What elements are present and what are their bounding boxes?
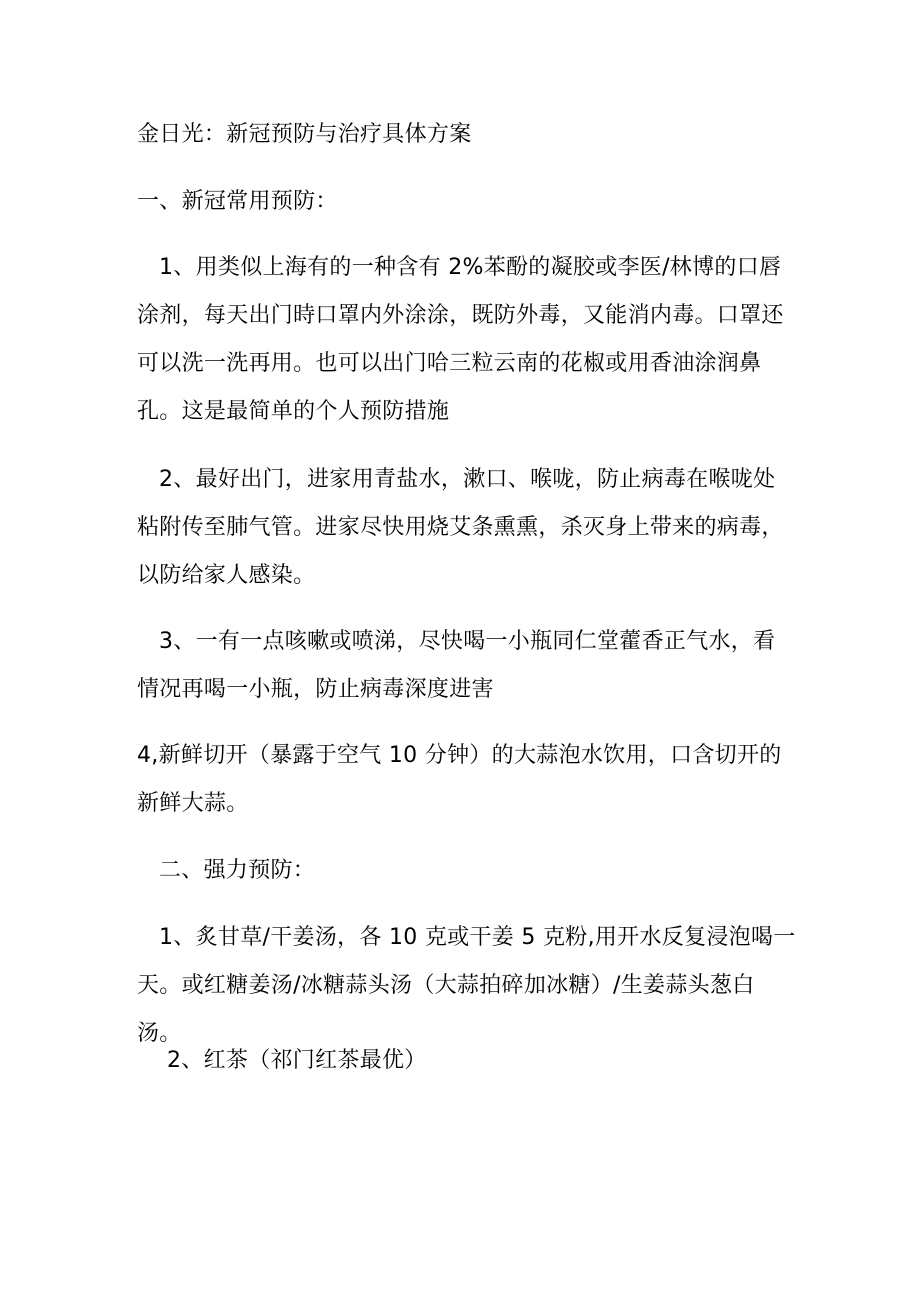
paragraph-item-4: 4,新鲜切开（暴露于空气 10 分钟）的大蒜泡水饮用，口含切开的新鲜大蒜。 (137, 743, 782, 816)
paragraph-item-1: 1、用类似上海有的一种含有 2%苯酚的凝胶或李医/林博的口唇涂剂，每天出门時口罩内外涂涂，既防外毒，又能消内毒。口罩还可以洗一洗再用。也可以出门哈三粒云南的花椒或用香油涂润鼻孔。这是最简单的个人预防措施 (137, 255, 784, 424)
paragraph-strong-item-2: 2、红茶（祁门红茶最优） (167, 1048, 427, 1073)
paragraph-item-3: 3、一有一点咳嗽或喷涕，尽快喝一小瓶同仁堂藿香正气水，看情况再喝一小瓶，防止病毒深度进害 (137, 629, 776, 702)
section-heading-common-prevention: 一、新冠常用预防： (137, 189, 338, 214)
document-title: 金日光：新冠预防与治疗具体方案 (137, 122, 472, 147)
paragraph-item-2: 2、最好出门，进家用青盐水，漱口、喉咙，防止病毒在喉咙处粘附传至肺气管。进家尽快用烧艾条熏熏，杀灭身上带来的病毒，以防给家人感染。 (137, 467, 784, 588)
section-heading-strong-prevention: 二、强力预防： (159, 858, 316, 883)
paragraph-strong-item-1: 1、炙甘草/干姜汤，各 10 克或干姜 5 克粉,用开水反复浸泡喝一天。或红糖姜汤/冰糖蒜头汤（大蒜拍碎加冰糖）/生姜蒜头葱白汤。 (137, 925, 796, 1046)
